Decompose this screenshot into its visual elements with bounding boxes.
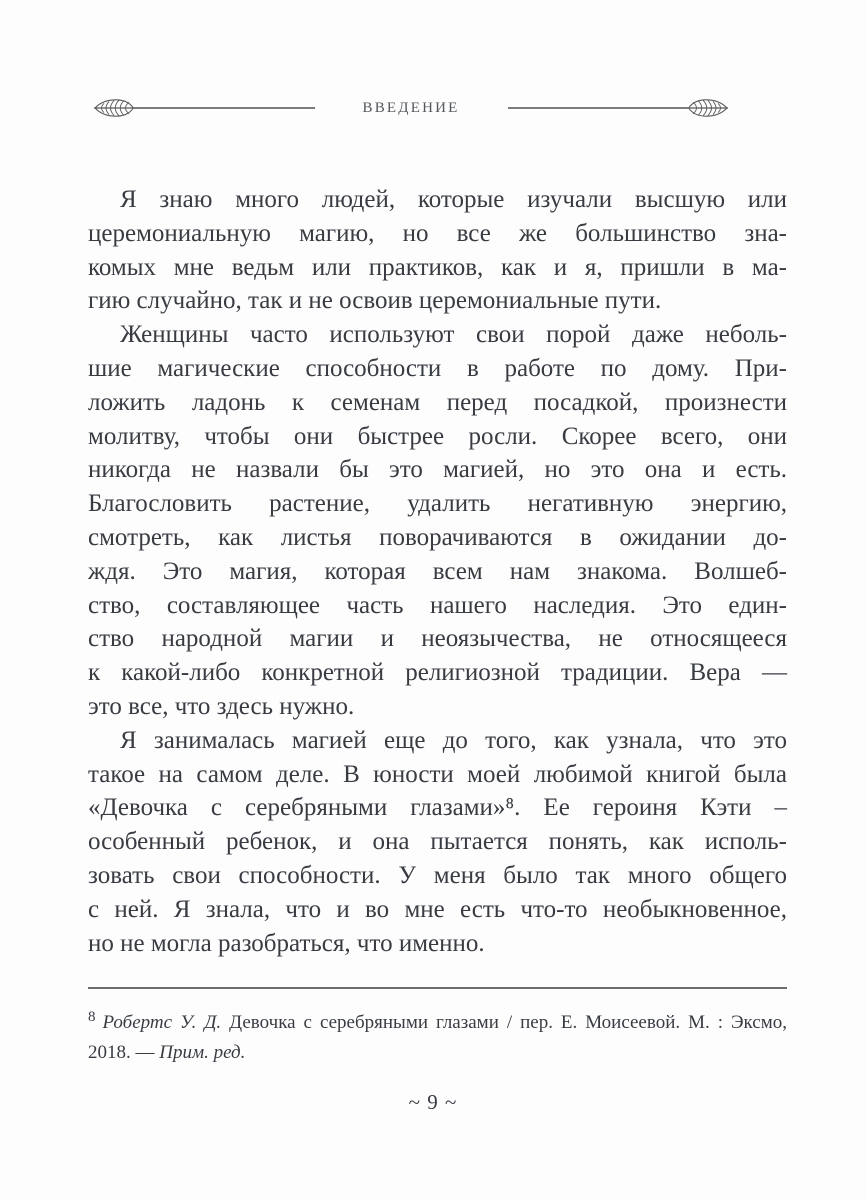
text-line: никогда не назвали бы это магией, но это она и есть. [88,456,787,484]
footnote-separator [88,987,787,989]
text-line: молитву, чтобы они быстрее росли. Скорее всего, они [88,422,787,450]
text-line: это все, что здесь нужно. [88,692,355,720]
text-line: к какой-либо конкретной религиозной традиции. Вера — [88,659,787,687]
footnote [88,1002,787,1068]
text-line: Я знаю много людей, которые изучали высшую или [120,186,787,213]
paragraph [88,183,787,318]
chapter-header [94,97,728,119]
text-line: гию случайно, так и не освоив церемониальные пути. [88,287,662,315]
text-line: смотреть, как листья поворачиваются в ожидании до- [88,523,787,551]
footnote-segment: Робертс У. Д. [102,1012,222,1034]
footnote-text [88,1012,787,1063]
paragraph [88,318,787,724]
page-title: ВВЕДЕНИЕ [362,99,460,116]
text-line: такое на самом деле. В юности моей любимой книгой была [88,760,787,788]
body-text [88,183,787,960]
text-line: ждя. Это магия, которая всем нам знакома. Волшеб- [88,557,787,585]
text-line: особенный ребенок, и она пытается понять, как исполь- [88,828,787,856]
footnote-segment: Прим. ред. [159,1042,246,1064]
text-line: но не могла разобраться, что именно. [88,929,485,957]
leaf-ornament-left-icon [94,98,134,118]
text-line: Благословить растение, удалить негативную энергию, [88,490,787,518]
text-line: церемониальную магию, но все же большинство зна- [88,219,787,247]
leaf-ornament-right-icon [688,98,728,118]
header-rule-left [134,107,315,108]
header-rule-right [508,107,689,108]
text-line: комых мне ведьм или практиков, как и я, пришли в ма- [88,253,787,281]
text-line: ство народной магии и неоязычества, не относящееся [88,625,787,653]
text-line: зовать свои способности. У меня было так много общего [88,861,787,889]
paragraph [88,724,787,961]
page-number: ~ 9 ~ [408,1090,458,1115]
text-line: «Девочка с серебряными глазами»⁸. Ее героиня Кэти – [88,794,787,822]
text-line: ложить ладонь к семенам перед посадкой, произнести [88,388,787,416]
text-line: Я занималась магией еще до того, как узнала, что это [120,726,787,754]
text-line: шие магические способности в работе по дому. При- [88,354,787,382]
footnote-marker: 8 [88,1009,96,1026]
text-line: ство, составляющее часть нашего наследия. Это един- [88,591,787,619]
text-line: Женщины часто используют свои порой даже неболь- [120,321,787,349]
text-line: с ней. Я знала, что и во мне есть что-то необыкновенное, [88,895,787,923]
footnote-segment: Девочка с серебряными глазами / пер. Е. Моисеевой. М. : Эксмо, 2018. — [88,1012,787,1064]
